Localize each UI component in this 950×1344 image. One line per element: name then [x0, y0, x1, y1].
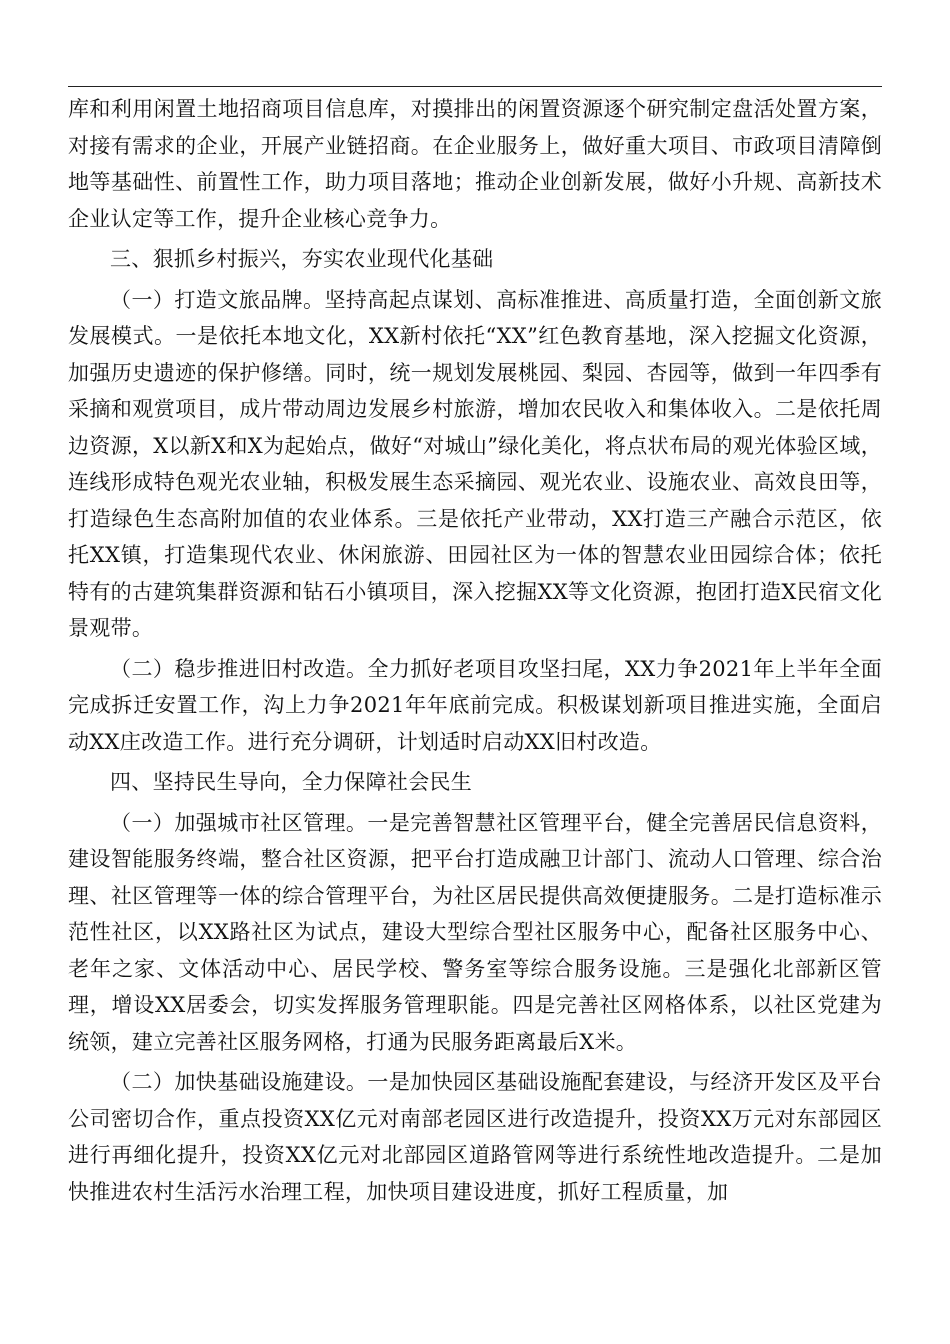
document-page [68, 86, 882, 1210]
section-heading-3: 三、狠抓乡村振兴，夯实农业现代化基础 [110, 247, 494, 271]
paragraph-village-renovation: （二）稳步推进旧村改造。全力抓好老项目攻坚扫尾，XX力争2021年上半年全面完成拆迁安置工作，沟上力争2021年年底前完成。积极谋划新项目推进实施，全面启动XX庄改造工作。进行充分调研，计划适时启动XX旧村改造。 [68, 656, 882, 754]
paragraph-infrastructure: （二）加快基础设施建设。一是加快园区基础设施配套建设，与经济开发区及平台公司密切合作，重点投资XX亿元对南部老园区进行改造提升，投资XX万元对东部园区进行再细化提升，投资XX亿元对北部园区道路管网等进行系统性地改造提升。二是加快推进农村生活污水治理工程，加快项目建设进度，抓好工程质量，加 [68, 1070, 882, 1204]
paragraph-cultural-tourism: （一）打造文旅品牌。坚持高起点谋划、高标准推进、高质量打造，全面创新文旅发展模式。一是依托本地文化，XX新村依托“XX”红色教育基地，深入挖掘文化资源，加强历史遗迹的保护修缮。同时，统一规划发展桃园、梨园、杏园等，做到一年四季有采摘和观赏项目，成片带动周边发展乡村旅游，增加农民收入和集体收入。二是依托周边资源，X以新X和X为起始点，做好“对城山”绿化美化，将点状布局的观光体验区域，连线形成特色观光农业轴，积极发展生态采摘园、观光农业、设施农业、高效良田等，打造绿色生态高附加值的农业体系。三是依托产业带动，XX打造三产融合示范区，依托XX镇，打造集现代农业、休闲旅游、田园社区为一体的智慧农业田园综合体；依托特有的古建筑集群资源和钻石小镇项目，深入挖掘XX等文化资源，抱团打造X民宿文化景观带。 [68, 287, 882, 640]
paragraph-continuation: 库和利用闲置土地招商项目信息库，对摸排出的闲置资源逐个研究制定盘活处置方案，对接有需求的企业，开展产业链招商。在企业服务上，做好重大项目、市政项目清障倒地等基础性、前置性工作，助力项目落地；推动企业创新发展，做好小升规、高新技术企业认定等工作，提升企业核心竞争力。 [68, 97, 882, 231]
section-heading-4: 四、坚持民生导向，全力保障社会民生 [110, 770, 473, 794]
paragraph-community-management: （一）加强城市社区管理。一是完善智慧社区管理平台，健全完善居民信息资料，建设智能服务终端，整合社区资源，把平台打造成融卫计部门、流动人口管理、综合治理、社区管理等一体的综合管理平台，为社区居民提供高效便捷服务。二是打造标准示范性社区，以XX路社区为试点，建设大型综合型社区服务中心，配备社区服务中心、老年之家、文体活动中心、居民学校、警务室等综合服务设施。三是强化北部新区管理，增设XX居委会，切实发挥服务管理职能。四是完善社区网格体系，以社区党建为统领，建立完善社区服务网格，打通为民服务距离最后X米。 [68, 810, 882, 1054]
header-rule [68, 86, 882, 87]
